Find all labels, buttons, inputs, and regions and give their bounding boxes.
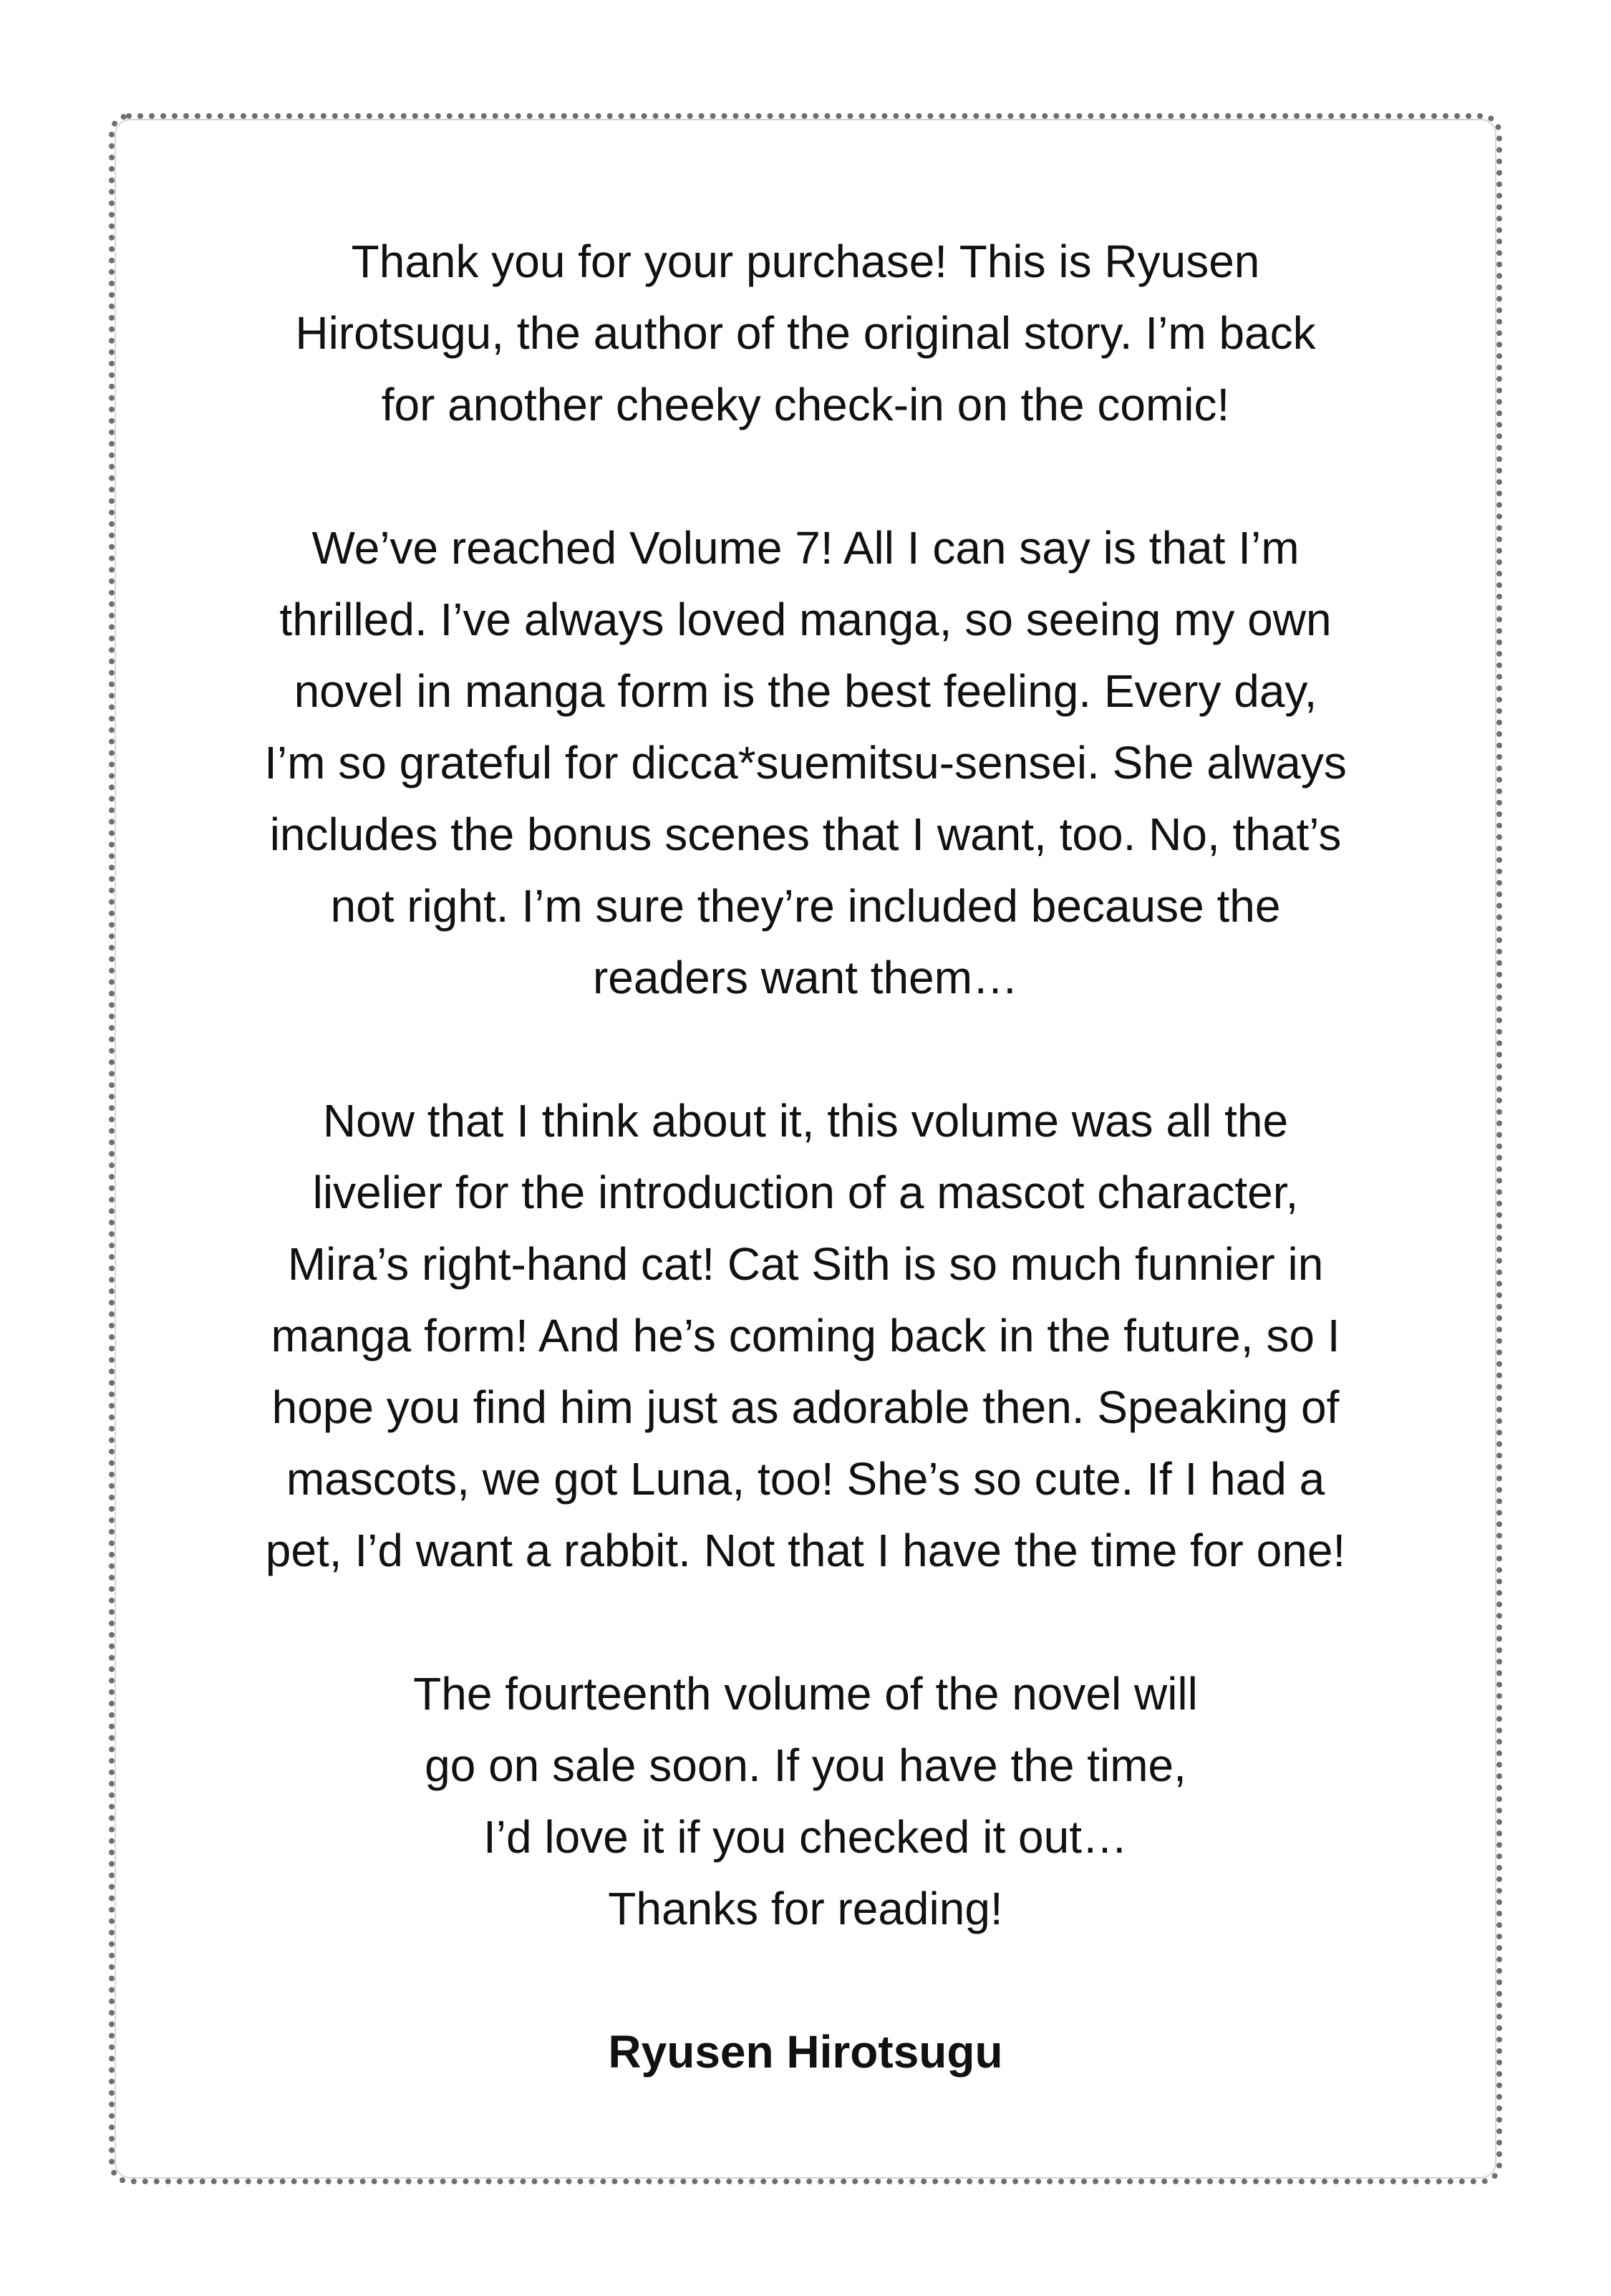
- text-line: mascots, we got Luna, too! She’s so cute. If I had a: [286, 1453, 1325, 1505]
- text-line: novel in manga form is the best feeling. Every day,: [294, 665, 1317, 717]
- text-line: I’d love it if you checked it out…: [483, 1811, 1128, 1863]
- paragraph-1: [179, 226, 1432, 440]
- paragraph-4: [179, 1658, 1432, 1944]
- text-line: not right. I’m sure they’re included because the: [330, 880, 1281, 932]
- afterword-text: [179, 226, 1432, 2088]
- text-line: hope you find him just as adorable then. Speaking of: [271, 1381, 1340, 1433]
- text-line: livelier for the introduction of a mascot character,: [312, 1167, 1299, 1218]
- text-line: I’m so grateful for dicca*suemitsu-sensei. She always: [264, 737, 1347, 788]
- text-line: Now that I think about it, this volume was all the: [322, 1095, 1289, 1147]
- paragraph-3: [179, 1085, 1432, 1586]
- text-line: readers want them…: [592, 952, 1019, 1003]
- text-line: for another cheeky check-in on the comic!: [381, 379, 1230, 430]
- text-line: includes the bonus scenes that I want, too. No, that’s: [269, 809, 1342, 860]
- paragraph-2: [179, 512, 1432, 1013]
- text-line: thrilled. I’ve always loved manga, so seeing my own: [279, 594, 1332, 645]
- text-line: manga form! And he’s coming back in the future, so I: [271, 1310, 1340, 1361]
- author-signature: Ryusen Hirotsugu: [608, 2026, 1003, 2078]
- text-line: pet, I’d want a rabbit. Not that I have the time for one!: [265, 1525, 1346, 1576]
- text-line: Mira’s right-hand cat! Cat Sith is so much funnier in: [287, 1238, 1324, 1290]
- text-line: Thank you for your purchase! This is Ryusen: [351, 236, 1260, 287]
- text-line: We’ve reached Volume 7! All I can say is that I’m: [311, 522, 1300, 574]
- text-line: Thanks for reading!: [608, 1883, 1003, 1934]
- text-line: go on sale soon. If you have the time,: [425, 1740, 1186, 1791]
- text-line: Hirotsugu, the author of the original story. I’m back: [295, 307, 1316, 359]
- text-line: The fourteenth volume of the novel will: [413, 1668, 1198, 1719]
